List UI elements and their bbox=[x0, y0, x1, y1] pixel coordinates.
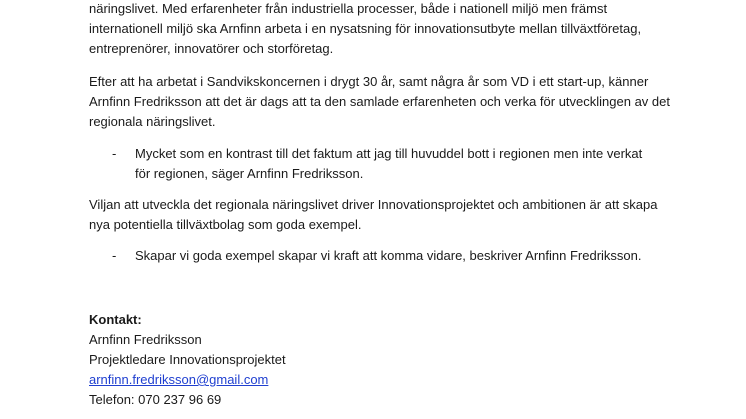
paragraph-career bbox=[89, 72, 670, 132]
quote-line: Mycket som en kontrast till det faktum att jag till huvuddel bott i regionen men inte verkat bbox=[135, 146, 643, 161]
contact-email-link[interactable]: arnfinn.fredriksson@gmail.com bbox=[89, 372, 269, 387]
paragraph-line: entreprenörer, innovatörer och storföretag. bbox=[89, 41, 334, 56]
paragraph-line: näringslivet. Med erfarenheter från industriella processer, både i nationell miljö men främst bbox=[89, 1, 608, 16]
paragraph-line: internationell miljö ska Arnfinn arbeta i en nysatsning för innovationsutbyte mellan tillväxtföretag, bbox=[89, 21, 642, 36]
quote-line: för regionen, säger Arnfinn Fredriksson. bbox=[135, 166, 364, 181]
paragraph-ambition bbox=[89, 195, 657, 235]
contact-role: Projektledare Innovationsprojektet bbox=[89, 352, 286, 367]
contact-phone: Telefon: 070 237 96 69 bbox=[89, 392, 222, 407]
paragraph-line: nya potentiella tillväxtbolag som goda exempel. bbox=[89, 217, 362, 232]
paragraph-line: regionala näringslivet. bbox=[89, 114, 216, 129]
contact-block bbox=[89, 310, 286, 410]
quote-line: Skapar vi goda exempel skapar vi kraft att komma vidare, beskriver Arnfinn Fredriksson. bbox=[135, 248, 642, 263]
contact-heading: Kontakt: bbox=[89, 312, 142, 327]
quote-contrast bbox=[89, 144, 642, 184]
quote-examples bbox=[89, 246, 642, 266]
contact-email-wrap bbox=[89, 370, 286, 390]
contact-name: Arnfinn Fredriksson bbox=[89, 332, 202, 347]
paragraph-line: Arnfinn Fredriksson att det är dags att ta den samlade erfarenheten och verka för utvecklingen av det bbox=[89, 94, 670, 109]
paragraph-line: Efter att ha arbetat i Sandvikskoncernen i drygt 30 år, samt några år som VD i ett start-up, känner bbox=[89, 74, 649, 89]
paragraph-line: Viljan att utveckla det regionala näringslivet driver Innovationsprojektet och ambitionen är att skapa bbox=[89, 197, 658, 212]
quote-dash: - bbox=[112, 248, 117, 263]
quote-dash: - bbox=[112, 146, 117, 161]
paragraph-intro bbox=[89, 0, 641, 59]
